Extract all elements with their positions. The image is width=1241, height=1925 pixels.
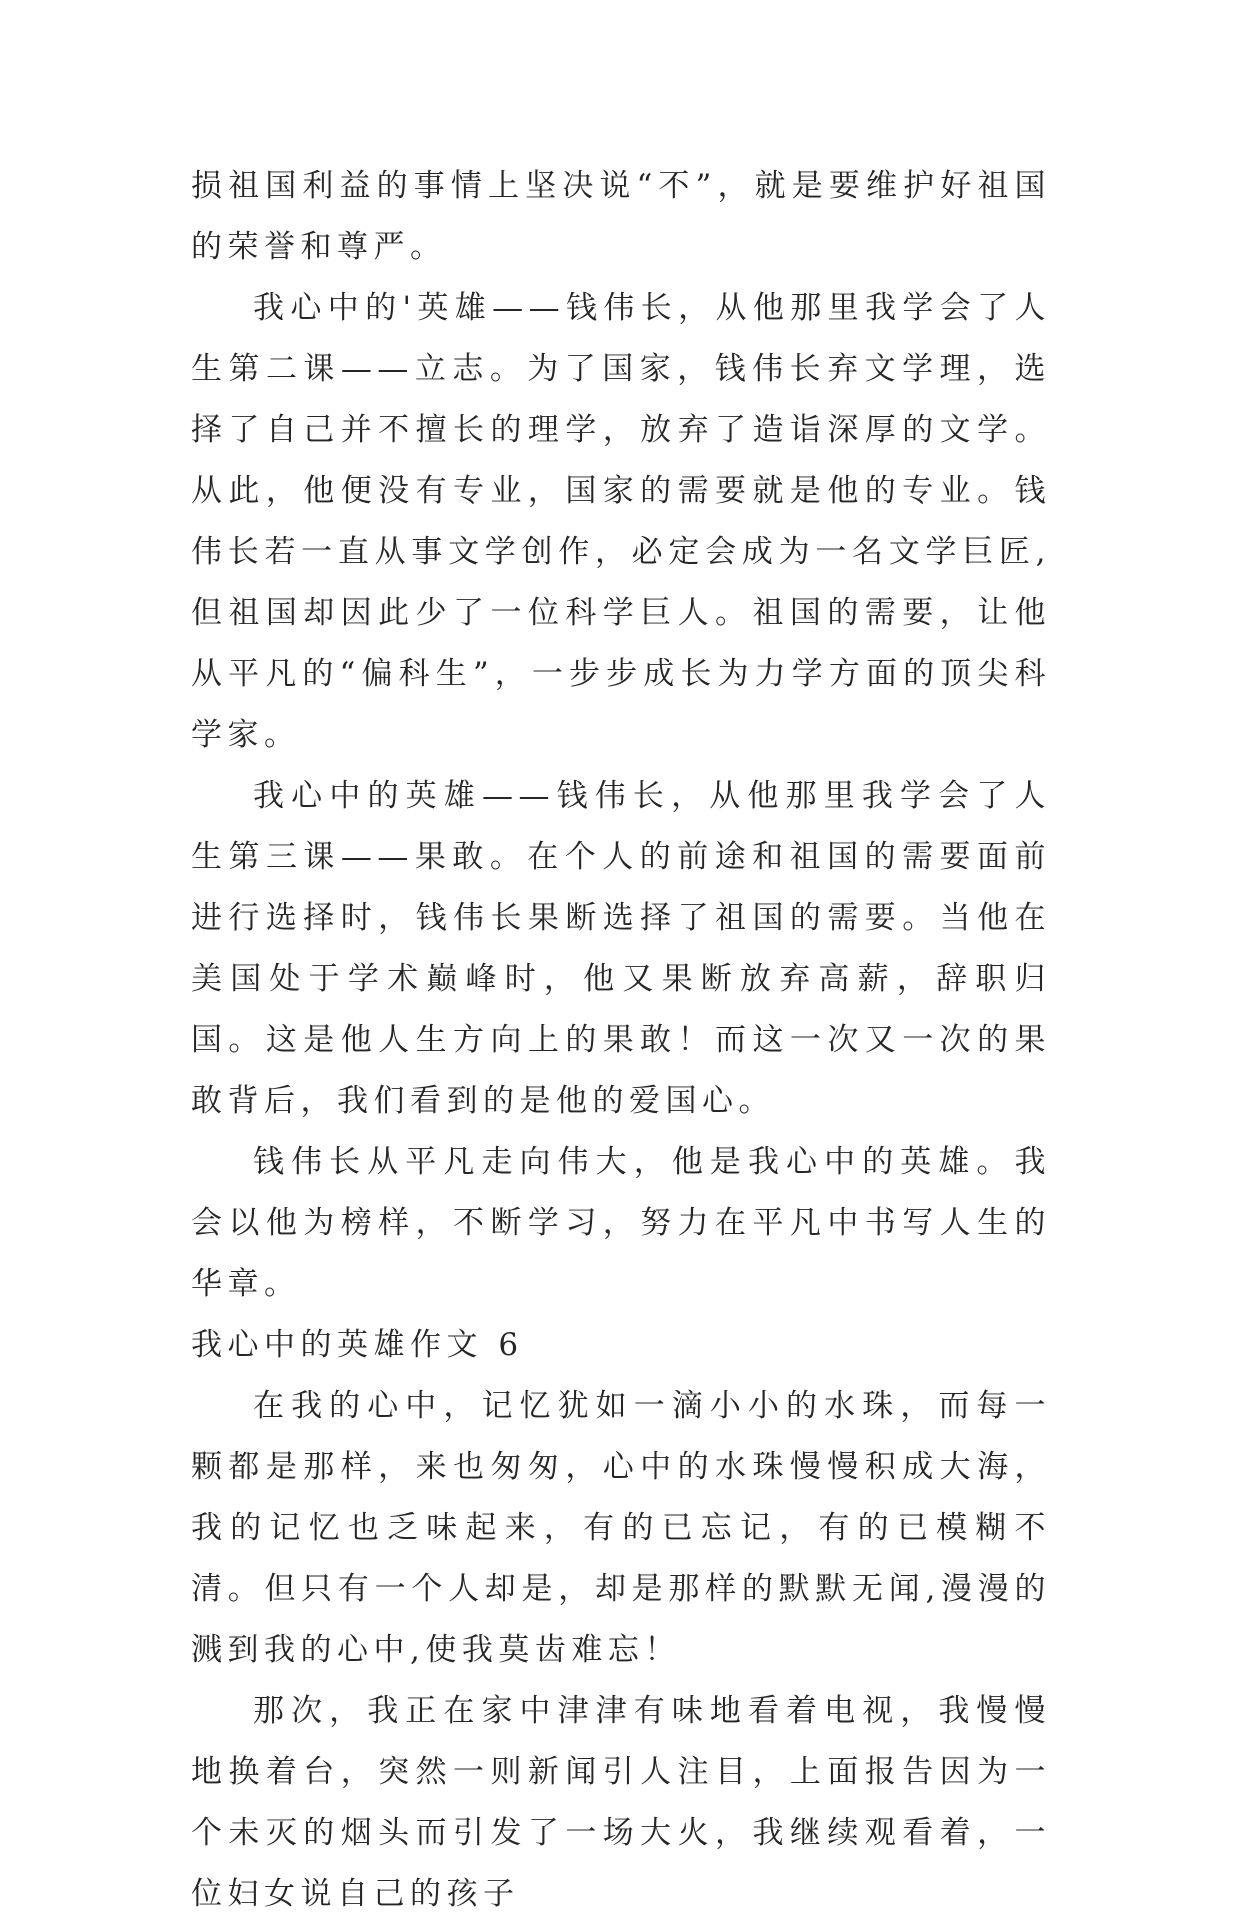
paragraph-second-lesson: 我心中的'英雄——钱伟长，从他那里我学会了人生第二课——立志。为了国家，钱伟长弃文学理，选择了自己并不擅长的理学，放弃了造诣深厚的文学。从此，他便没有专业，国家的需要就是他的专业。钱伟长若一直从事文学创作，必定会成为一名文学巨匠,但祖国却因此少了一位科学巨人。祖国的需要，让他从平凡的“偏科生”，一步步成长为力学方面的顶尖科学家。	[191, 290, 1051, 753]
document-body	[191, 156, 1051, 1925]
paragraph-third-lesson: 我心中的英雄——钱伟长，从他那里我学会了人生第三课——果敢。在个人的前途和祖国的需要面前进行选择时，钱伟长果断选择了祖国的需要。当他在美国处于学术巅峰时，他又果断放弃高薪，辞职归国。这是他人生方向上的果敢！而这一次又一次的果敢背后，我们看到的是他的爱国心。	[191, 778, 1051, 1119]
paragraph-continued: 损祖国利益的事情上坚决说“不”，就是要维护好祖国的荣誉和尊严。	[191, 168, 1051, 265]
paragraph-news: 那次，我正在家中津津有味地看着电视，我慢慢地换着台，突然一则新闻引人注目，上面报告因为一个未灭的烟头而引发了一场大火，我继续观看着，一位妇女说自己的孩子	[191, 1693, 1051, 1912]
paragraph-conclusion: 钱伟长从平凡走向伟大，他是我心中的英雄。我会以他为榜样，不断学习，努力在平凡中书写人生的华章。	[191, 1144, 1051, 1302]
essay-heading: 我心中的英雄作文 6	[191, 1327, 524, 1363]
paragraph-memory: 在我的心中，记忆犹如一滴小小的水珠，而每一颗都是那样，来也匆匆，心中的水珠慢慢积成大海，我的记忆也乏味起来，有的已忘记，有的已模糊不清。但只有一个人却是，却是那样的默默无闻,漫漫的溅到我的心中,使我莫齿难忘！	[191, 1388, 1051, 1668]
